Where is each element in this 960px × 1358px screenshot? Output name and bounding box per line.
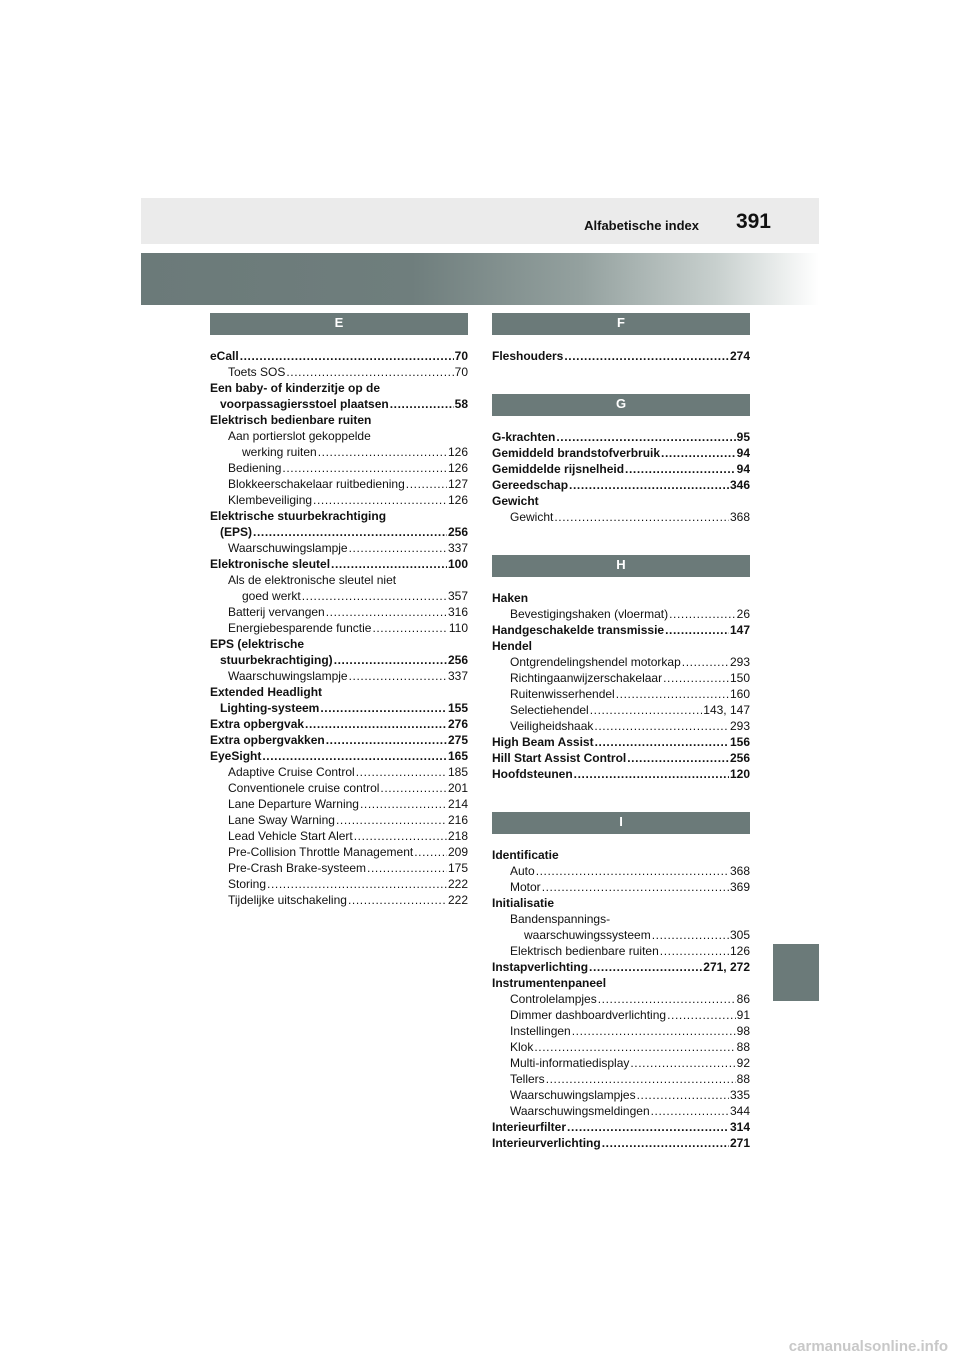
dot-leader: [574, 766, 729, 782]
dot-leader: [660, 943, 729, 959]
index-entry: [210, 524, 468, 540]
index-entry: [210, 716, 468, 732]
entry-page: 94: [736, 446, 750, 460]
index-entry: [210, 348, 468, 364]
entry-label: Gewicht: [510, 510, 554, 524]
index-entry: [492, 927, 750, 943]
dot-leader: [360, 796, 447, 812]
index-entry: [210, 700, 468, 716]
index-entry: [492, 670, 750, 686]
entry-label: EyeSight: [210, 749, 262, 763]
index-entry: [210, 556, 468, 572]
dot-leader: [253, 524, 447, 540]
entry-label: Elektrisch bedienbare ruiten: [510, 944, 659, 958]
dot-leader: [349, 540, 447, 556]
entry-label: werking ruiten: [242, 445, 317, 459]
index-entry: [210, 364, 468, 380]
index-entry: [210, 444, 468, 460]
index-entry: [492, 943, 750, 959]
entry-page: 222: [447, 893, 468, 907]
index-entry: [492, 445, 750, 461]
entry-page: 305: [729, 928, 750, 942]
index-entry: [210, 476, 468, 492]
entry-label: Hoofdsteunen: [492, 767, 573, 781]
entry-label: Auto: [510, 864, 535, 878]
entry-label: Tijdelijke uitschakeling: [228, 893, 347, 907]
index-entry-heading: Bandenspannings-: [510, 912, 611, 926]
index-entry: [210, 876, 468, 892]
entry-page: 88: [736, 1040, 750, 1054]
dot-leader: [534, 1039, 735, 1055]
dot-leader: [602, 1135, 729, 1151]
entry-label: stuurbekrachtiging): [220, 653, 333, 667]
entry-label: Elektronische sleutel: [210, 557, 331, 571]
index-entry: [492, 1135, 750, 1151]
dot-leader: [652, 927, 729, 943]
entry-label: waarschuwingssysteem: [524, 928, 651, 942]
dot-leader: [318, 444, 447, 460]
entry-page: 368: [729, 864, 750, 878]
entry-label: Batterij vervangen: [228, 605, 325, 619]
entry-label: Waarschuwingsmeldingen: [510, 1104, 650, 1118]
dot-leader: [331, 556, 447, 572]
entry-label: Waarschuwingslampje: [228, 669, 348, 683]
entry-page: 276: [447, 717, 468, 731]
index-entry: [492, 606, 750, 622]
dot-leader: [564, 348, 729, 364]
entry-page: 369: [729, 880, 750, 894]
index-entry: [492, 959, 750, 975]
entry-page: 335: [729, 1088, 750, 1102]
entry-page: 110: [448, 621, 468, 635]
index-entry: [210, 460, 468, 476]
index-entry-heading: Elektrisch bedienbare ruiten: [210, 413, 372, 427]
entry-label: G-krachten: [492, 430, 556, 444]
entry-page: 256: [447, 525, 468, 539]
entry-page: 150: [729, 671, 750, 685]
section-letter-e: E: [210, 313, 468, 335]
section-title: Alfabetische index: [584, 218, 699, 233]
section-letter-h: H: [492, 555, 750, 577]
entry-label: Ontgrendelingshendel motorkap: [510, 655, 681, 669]
index-entry: [492, 879, 750, 895]
entry-label: High Beam Assist: [492, 735, 594, 749]
dot-leader: [390, 396, 454, 412]
index-entry: [210, 892, 468, 908]
index-entry: [210, 860, 468, 876]
entry-page: 175: [447, 861, 468, 875]
dot-leader: [354, 828, 447, 844]
dot-leader: [595, 734, 729, 750]
index-entry: [492, 750, 750, 766]
dot-leader: [616, 686, 729, 702]
entry-page: 70: [454, 349, 468, 363]
entry-page: 337: [447, 669, 468, 683]
entry-page: 126: [447, 493, 468, 507]
entry-label: Motor: [510, 880, 541, 894]
index-entry-heading: Identificatie: [492, 848, 559, 862]
dot-leader: [554, 509, 729, 525]
entry-page: 70: [454, 365, 468, 379]
dot-leader: [661, 445, 736, 461]
dot-leader: [336, 812, 447, 828]
entry-page: 160: [729, 687, 750, 701]
entry-label: Instapverlichting: [492, 960, 589, 974]
section-letter-i: I: [492, 812, 750, 834]
entry-label: Bevestigingshaken (vloermat): [510, 607, 669, 621]
entry-label: Dimmer dashboardverlichting: [510, 1008, 667, 1022]
index-entry-heading: Instrumentenpaneel: [492, 976, 607, 990]
dot-leader: [663, 670, 729, 686]
dot-leader: [367, 860, 447, 876]
entry-label: goed werkt: [242, 589, 301, 603]
entry-label: Tellers: [510, 1072, 545, 1086]
entry-label: Blokkeerschakelaar ruitbediening: [228, 477, 405, 491]
entry-page: 143, 147: [703, 703, 750, 717]
entry-label: Adaptive Cruise Control: [228, 765, 355, 779]
entry-label: Conventionele cruise control: [228, 781, 380, 795]
dot-leader: [665, 622, 729, 638]
index-entry: [210, 748, 468, 764]
entry-label: Controlelampjes: [510, 992, 597, 1006]
index-entry: [210, 796, 468, 812]
entry-label: Waarschuwingslampjes: [510, 1088, 636, 1102]
index-entry: [210, 540, 468, 556]
entry-page: 98: [736, 1024, 750, 1038]
dot-leader: [594, 718, 729, 734]
entry-page: 346: [729, 478, 750, 492]
dot-leader: [567, 1119, 729, 1135]
dot-leader: [637, 1087, 729, 1103]
dot-leader: [546, 1071, 736, 1087]
index-entry: [492, 1007, 750, 1023]
dot-leader: [669, 606, 736, 622]
entry-page: 271: [729, 1136, 750, 1150]
index-entry: [210, 492, 468, 508]
entry-label: Lane Sway Warning: [228, 813, 335, 827]
dot-leader: [356, 764, 447, 780]
dot-leader: [556, 429, 735, 445]
dot-leader: [262, 748, 447, 764]
entry-page: 127: [447, 477, 468, 491]
entry-page: 357: [447, 589, 468, 603]
page-number: 391: [735, 210, 771, 233]
dot-leader: [630, 1055, 735, 1071]
entry-page: 26: [736, 607, 750, 621]
dot-leader: [286, 364, 453, 380]
index-entry-heading: Gewicht: [492, 494, 539, 508]
index-entry-heading: Haken: [492, 591, 529, 605]
index-entry: [492, 1119, 750, 1135]
index-entry: [492, 1071, 750, 1087]
index-entry: [492, 509, 750, 525]
header-band: [141, 198, 819, 244]
index-entry: [210, 780, 468, 796]
entry-page: 314: [729, 1120, 750, 1134]
dot-leader: [406, 476, 447, 492]
dot-leader: [589, 959, 702, 975]
entry-label: Lead Vehicle Start Alert: [228, 829, 353, 843]
entry-label: Multi-informatiedisplay: [510, 1056, 630, 1070]
dot-leader: [240, 348, 454, 364]
entry-page: 86: [736, 992, 750, 1006]
entry-label: Fleshouders: [492, 349, 564, 363]
index-entry: [492, 702, 750, 718]
entry-label: voorpassagiersstoel plaatsen: [220, 397, 389, 411]
entry-label: Toets SOS: [228, 365, 286, 379]
index-entry: [492, 348, 750, 364]
index-entry-heading: Elektrische stuurbekrachtiging: [210, 509, 387, 523]
entry-label: Gemiddeld brandstofverbruik: [492, 446, 661, 460]
index-entry: [492, 1103, 750, 1119]
entry-label: Ruitenwisserhendel: [510, 687, 615, 701]
index-entry: [492, 718, 750, 734]
index-entry-heading: Een baby- of kinderzitje op de: [210, 381, 381, 395]
entry-label: Lane Departure Warning: [228, 797, 359, 811]
entry-label: Handgeschakelde transmissie: [492, 623, 665, 637]
entry-label: Klok: [510, 1040, 534, 1054]
dot-leader: [349, 668, 447, 684]
entry-label: Interieurverlichting: [492, 1136, 601, 1150]
entry-page: 201: [447, 781, 468, 795]
entry-page: 95: [736, 430, 750, 444]
index-entry: [492, 622, 750, 638]
index-entry: [210, 620, 468, 636]
entry-label: Pre-Collision Throttle Management: [228, 845, 414, 859]
index-entry: [210, 828, 468, 844]
index-entry: [210, 844, 468, 860]
dot-leader: [569, 477, 729, 493]
index-entry: [210, 588, 468, 604]
entry-page: 368: [729, 510, 750, 524]
entry-page: 275: [447, 733, 468, 747]
entry-label: (EPS): [220, 525, 253, 539]
index-entry-heading: Als de elektronische sleutel niet: [228, 573, 397, 587]
entry-label: eCall: [210, 349, 239, 363]
index-entry: [210, 732, 468, 748]
dot-leader: [572, 1023, 736, 1039]
entry-page: 293: [729, 719, 750, 733]
index-entry: [210, 812, 468, 828]
entry-page: 256: [729, 751, 750, 765]
dot-leader: [542, 879, 729, 895]
entry-page: 209: [447, 845, 468, 859]
dot-leader: [414, 844, 447, 860]
index-entry: [492, 654, 750, 670]
entry-label: Waarschuwingslampje: [228, 541, 348, 555]
entry-page: 222: [447, 877, 468, 891]
entry-page: 126: [447, 461, 468, 475]
dot-leader: [627, 750, 729, 766]
entry-page: 88: [736, 1072, 750, 1086]
index-entry: [492, 477, 750, 493]
entry-label: Instellingen: [510, 1024, 571, 1038]
entry-label: Storing: [228, 877, 267, 891]
dot-leader: [302, 588, 447, 604]
index-entry: [210, 652, 468, 668]
entry-page: 216: [447, 813, 468, 827]
index-column-left: [210, 313, 468, 908]
dot-leader: [305, 716, 447, 732]
dot-leader: [326, 732, 447, 748]
entry-page: 274: [729, 349, 750, 363]
dot-leader: [334, 652, 447, 668]
dot-leader: [536, 863, 729, 879]
index-entry-heading: Hendel: [492, 639, 533, 653]
entry-label: Hill Start Assist Control: [492, 751, 627, 765]
entry-label: Gemiddelde rijsnelheid: [492, 462, 625, 476]
index-entry-heading: Aan portierslot gekoppelde: [228, 429, 371, 443]
section-letter-f: F: [492, 313, 750, 335]
dot-leader: [590, 702, 703, 718]
dot-leader: [372, 620, 447, 636]
index-entry: [492, 863, 750, 879]
dot-leader: [320, 700, 447, 716]
dot-leader: [313, 492, 447, 508]
index-entry-heading: EPS (elektrische: [210, 637, 305, 651]
dot-leader: [598, 991, 736, 1007]
dot-leader: [651, 1103, 729, 1119]
entry-page: 94: [736, 462, 750, 476]
entry-label: Gereedschap: [492, 478, 569, 492]
dot-leader: [267, 876, 447, 892]
entry-label: Energiebesparende functie: [228, 621, 372, 635]
entry-label: Richtingaanwijzerschakelaar: [510, 671, 663, 685]
entry-page: 337: [447, 541, 468, 555]
entry-page: 120: [729, 767, 750, 781]
index-entry: [492, 1055, 750, 1071]
section-letter-g: G: [492, 394, 750, 416]
decorative-band: [141, 253, 819, 305]
entry-page: 344: [729, 1104, 750, 1118]
index-entry-heading: Initialisatie: [492, 896, 555, 910]
index-entry: [492, 991, 750, 1007]
index-entry: [210, 396, 468, 412]
index-entry: [492, 686, 750, 702]
entry-label: Pre-Crash Brake-systeem: [228, 861, 367, 875]
watermark: carmanualsonline.info: [788, 1338, 948, 1355]
index-entry: [210, 668, 468, 684]
index-entry: [210, 764, 468, 780]
index-entry: [492, 1087, 750, 1103]
index-entry: [492, 461, 750, 477]
entry-label: Interieurfilter: [492, 1120, 567, 1134]
dot-leader: [380, 780, 447, 796]
dot-leader: [682, 654, 729, 670]
index-entry: [492, 1039, 750, 1055]
entry-page: 271, 272: [703, 960, 750, 974]
entry-page: 165: [447, 749, 468, 763]
index-entry: [492, 429, 750, 445]
entry-label: Selectiehendel: [510, 703, 589, 717]
dot-leader: [326, 604, 447, 620]
entry-page: 293: [729, 655, 750, 669]
dot-leader: [282, 460, 447, 476]
entry-page: 126: [729, 944, 750, 958]
dot-leader: [625, 461, 736, 477]
entry-label: Klembeveiliging: [228, 493, 313, 507]
index-column-right: [492, 313, 750, 1151]
entry-page: 155: [447, 701, 468, 715]
entry-page: 316: [447, 605, 468, 619]
entry-label: Bediening: [228, 461, 282, 475]
entry-label: Extra opbergvakken: [210, 733, 325, 747]
entry-page: 126: [447, 445, 468, 459]
index-entry: [492, 734, 750, 750]
entry-label: Lighting-systeem: [220, 701, 320, 715]
entry-page: 92: [736, 1056, 750, 1070]
chapter-tab: [773, 944, 819, 1001]
entry-page: 214: [447, 797, 468, 811]
entry-page: 156: [729, 735, 750, 749]
index-entry-heading: Extended Headlight: [210, 685, 323, 699]
index-entry: [210, 604, 468, 620]
entry-page: 147: [729, 623, 750, 637]
dot-leader: [667, 1007, 736, 1023]
entry-page: 218: [447, 829, 468, 843]
index-entry: [492, 766, 750, 782]
entry-label: Extra opbergvak: [210, 717, 305, 731]
dot-leader: [348, 892, 447, 908]
entry-page: 58: [454, 397, 468, 411]
entry-page: 185: [447, 765, 468, 779]
entry-page: 256: [447, 653, 468, 667]
entry-page: 91: [736, 1008, 750, 1022]
entry-label: Veiligheidshaak: [510, 719, 594, 733]
entry-page: 100: [447, 557, 468, 571]
index-entry: [492, 1023, 750, 1039]
